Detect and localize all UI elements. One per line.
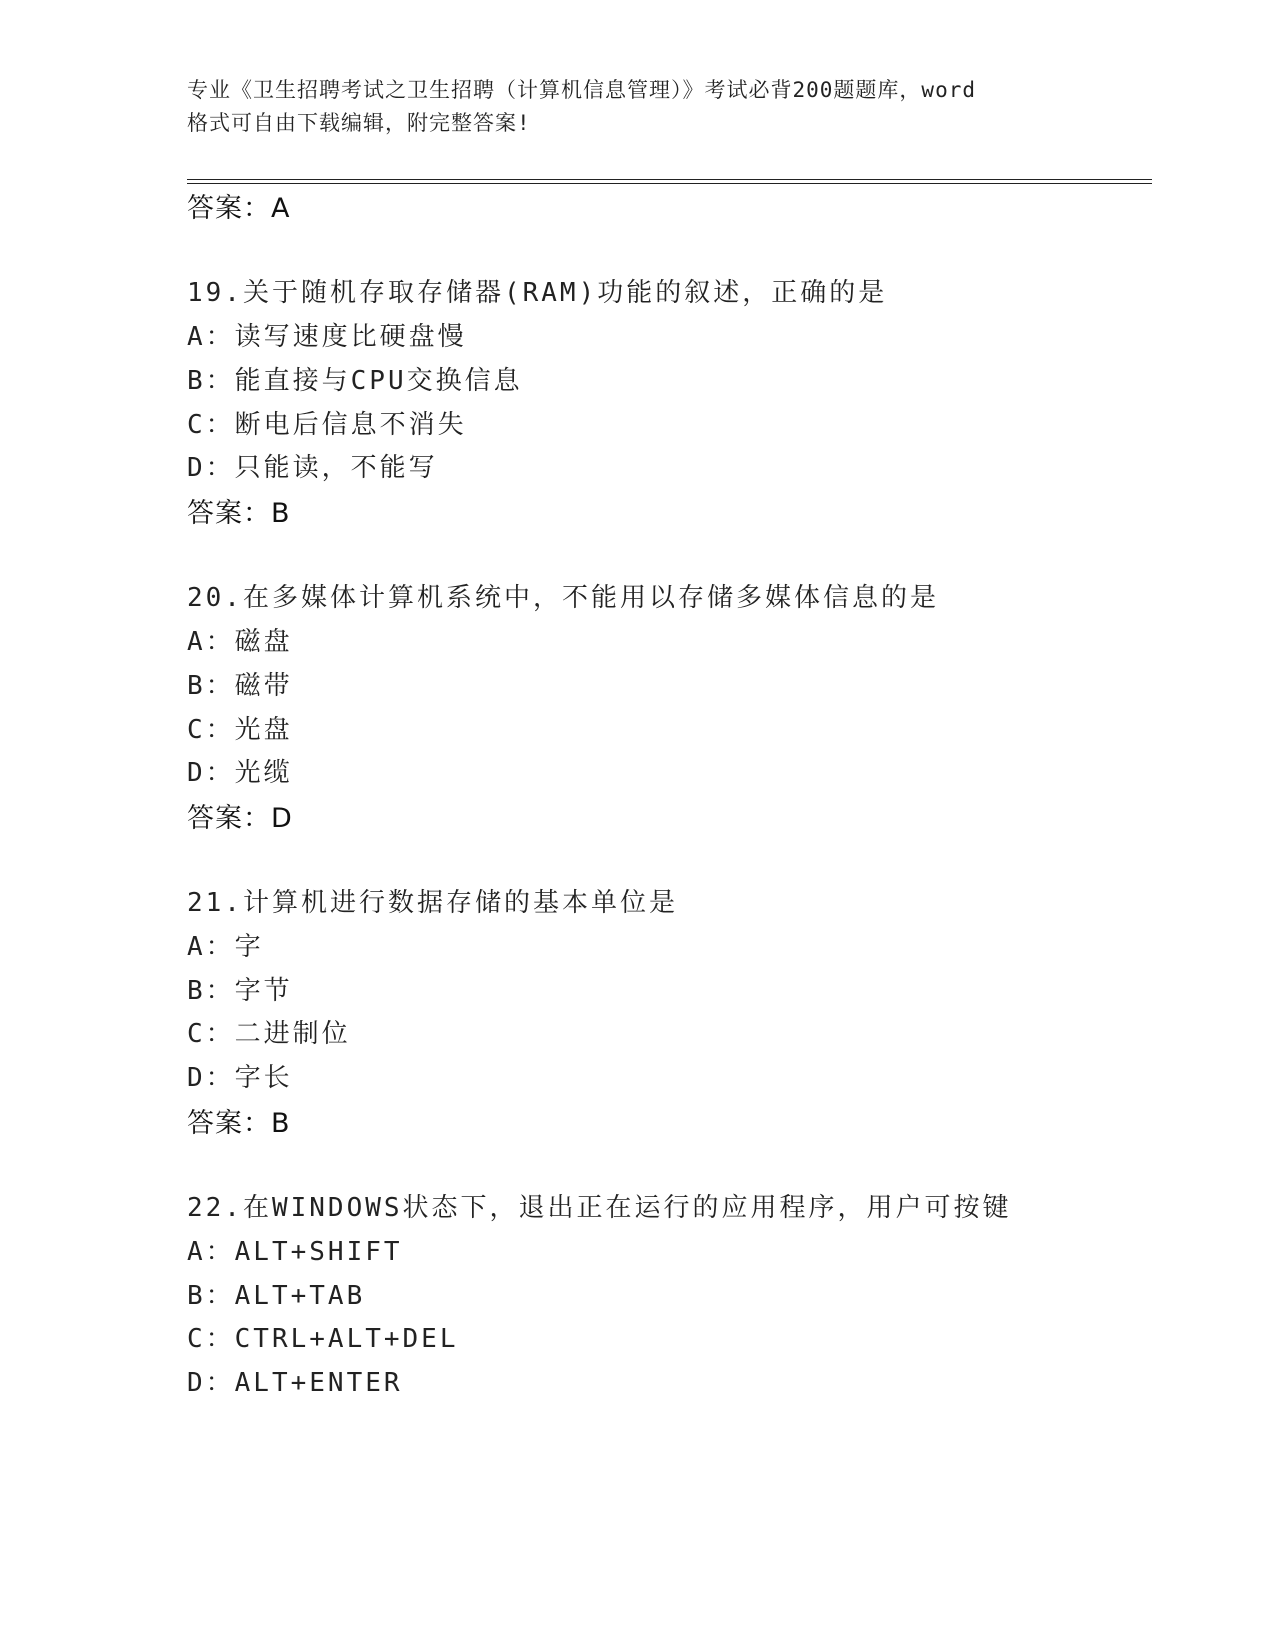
answer-q19: 答案：B bbox=[187, 498, 291, 529]
question-22-option-d: D：ALT+ENTER bbox=[187, 1368, 403, 1398]
question-20-option-b: B：磁带 bbox=[187, 671, 293, 701]
question-22-option-a: A：ALT+SHIFT bbox=[187, 1237, 403, 1267]
question-19-option-b: B：能直接与CPU交换信息 bbox=[187, 366, 523, 396]
question-19-option-a: A：读写速度比硬盘慢 bbox=[187, 322, 467, 352]
header-line-2: 格式可自由下载编辑，附完整答案! bbox=[187, 111, 531, 135]
question-19-stem: 19.关于随机存取存储器(RAM)功能的叙述，正确的是 bbox=[187, 278, 888, 308]
question-21-option-d: D：字长 bbox=[187, 1063, 293, 1093]
header-divider-bottom bbox=[187, 183, 1152, 184]
question-22-option-b: B：ALT+TAB bbox=[187, 1281, 366, 1311]
question-21-option-b: B：字节 bbox=[187, 976, 293, 1006]
question-22-option-c: C：CTRL+ALT+DEL bbox=[187, 1324, 459, 1354]
answer-q20: 答案：D bbox=[187, 803, 293, 834]
header-line-1: 专业《卫生招聘考试之卫生招聘（计算机信息管理）》考试必背200题题库，word bbox=[187, 78, 976, 102]
answer-q18: 答案：A bbox=[187, 193, 291, 224]
question-21-stem: 21.计算机进行数据存储的基本单位是 bbox=[187, 888, 678, 918]
question-19-option-c: C：断电后信息不消失 bbox=[187, 410, 467, 440]
question-20-stem: 20.在多媒体计算机系统中，不能用以存储多媒体信息的是 bbox=[187, 583, 939, 613]
question-21-option-c: C：二进制位 bbox=[187, 1019, 351, 1049]
question-21-option-a: A：字 bbox=[187, 932, 264, 962]
question-19-option-d: D：只能读，不能写 bbox=[187, 453, 438, 483]
question-22-stem: 22.在WINDOWS状态下，退出正在运行的应用程序，用户可按键 bbox=[187, 1193, 1012, 1223]
answer-q21: 答案：B bbox=[187, 1108, 291, 1139]
question-20-option-d: D：光缆 bbox=[187, 758, 293, 788]
header-divider-top bbox=[187, 179, 1152, 180]
question-20-option-a: A：磁盘 bbox=[187, 627, 293, 657]
page-header bbox=[187, 74, 1087, 140]
question-20-option-c: C：光盘 bbox=[187, 715, 293, 745]
